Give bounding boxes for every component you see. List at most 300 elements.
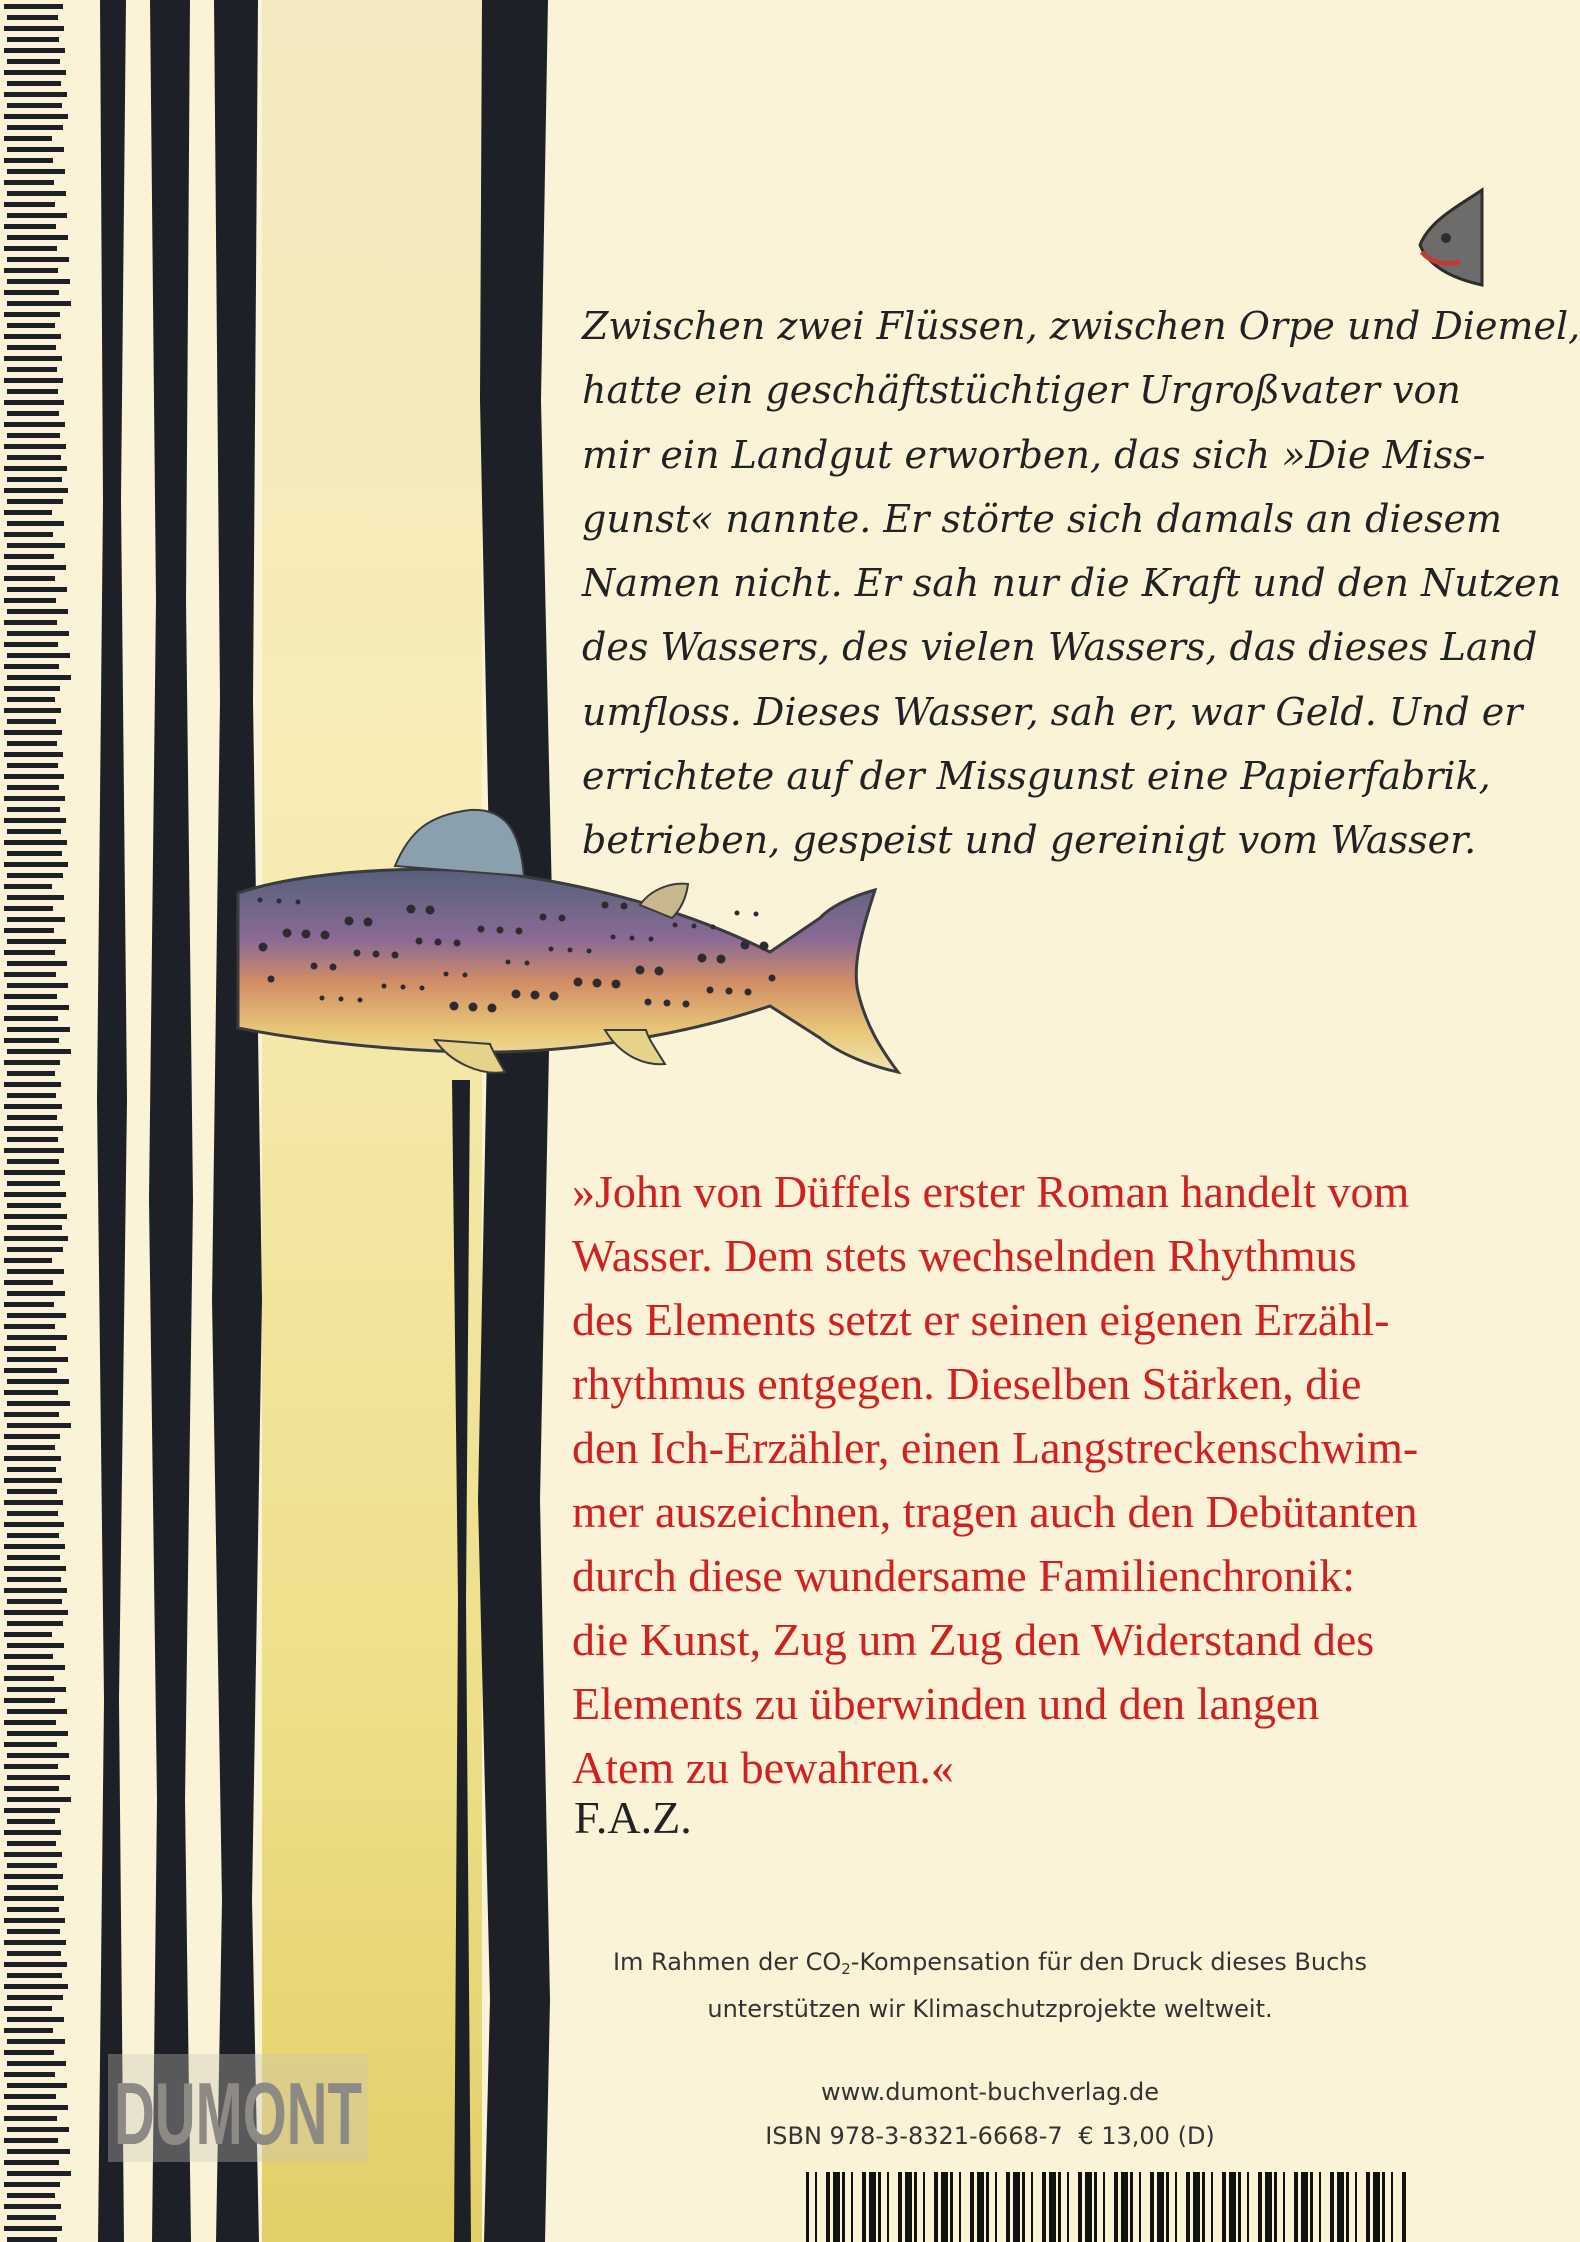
gold-band (262, 0, 482, 2242)
hatch-mark (7, 2237, 57, 2242)
hatch-mark (4, 356, 62, 361)
fish-spot (296, 900, 301, 905)
hatch-mark (4, 1434, 60, 1439)
quote-line: des Elements setzt er seinen eigenen Erzähl- (572, 1294, 1390, 1345)
hatch-mark (7, 829, 61, 834)
fish-spot (645, 999, 652, 1006)
hatch-mark (4, 1896, 64, 1901)
hatch-mark (4, 1192, 66, 1197)
intro-line: hatte ein geschäftstüchtiger Urgroßvater von (582, 368, 1461, 413)
barcode-bar (1202, 2172, 1205, 2242)
publisher-website[interactable]: www.dumont-buchverlag.de (820, 2078, 1160, 2106)
hatch-mark (7, 1093, 56, 1098)
fish-spot (382, 984, 387, 989)
fish-spot (540, 914, 547, 921)
hatch-mark (4, 1500, 63, 1505)
fish-spot (587, 949, 592, 954)
quote-line: Elements zu überwinden und den langen (572, 1678, 1320, 1729)
quote-line: Wasser. Dem stets wechselnden Rhythmus (572, 1230, 1357, 1281)
hatch-mark (4, 1302, 54, 1307)
intro-line: mir ein Landgut erworben, das sich »Die Miss- (582, 432, 1486, 477)
barcode-bar (878, 2172, 881, 2242)
fish-spot (649, 937, 654, 942)
fish-head-illustration (1420, 190, 1482, 285)
hatch-mark (4, 818, 66, 823)
hatch-mark (4, 620, 57, 625)
fish-spot (574, 978, 583, 987)
hatch-mark (7, 565, 66, 570)
fish-spot (259, 943, 268, 952)
barcode-bar (1139, 2172, 1141, 2242)
hatch-mark (7, 2061, 66, 2066)
hatch-mark (4, 1588, 67, 1593)
barcode-bar (1094, 2172, 1097, 2242)
fish-spot (258, 898, 263, 903)
hatch-mark (7, 1577, 61, 1582)
fish-spot (277, 899, 282, 904)
hatch-mark (7, 1533, 59, 1538)
fish-spot (550, 992, 559, 1001)
hatch-mark (7, 477, 62, 482)
fish-spot (416, 938, 423, 945)
quote-line: Atem zu bewahren.« (572, 1742, 954, 1793)
hatch-mark (7, 125, 63, 130)
quote-line: »John von Düffels erster Roman handelt vom (572, 1166, 1410, 1217)
barcode-bar (842, 2172, 845, 2242)
hatch-mark (4, 466, 67, 471)
intro-line: betrieben, gespeist und gereinigt vom Wasser. (582, 818, 1477, 863)
barcode-bar (1130, 2172, 1133, 2242)
hatch-mark (7, 389, 58, 394)
barcode (806, 2172, 1406, 2242)
hatch-mark (7, 81, 61, 86)
hatch-mark (4, 246, 57, 251)
hatch-mark (7, 257, 69, 262)
hatch-mark (7, 15, 58, 20)
fish-spot (612, 980, 621, 989)
fish-spot (435, 939, 442, 946)
fish-spot (463, 973, 468, 978)
barcode-bar (826, 2172, 830, 2242)
fish-spot (426, 906, 435, 915)
barcode-bar (1166, 2172, 1169, 2242)
hatch-mark (7, 279, 70, 284)
fish-spot (593, 979, 602, 988)
fish-spot (339, 997, 344, 1002)
hatch-mark (4, 1280, 53, 1285)
fish-spot (497, 927, 504, 934)
fish-spot (330, 964, 337, 971)
hatch-mark (4, 1962, 67, 1967)
fish-spot (373, 951, 380, 958)
hatch-mark (7, 1181, 60, 1186)
hatch-mark (7, 1247, 63, 1252)
isbn-price-line (570, 2122, 1410, 2150)
hatch-mark (4, 224, 56, 229)
hatch-mark (4, 1038, 59, 1043)
hatch-mark (4, 1654, 53, 1659)
hatch-mark (4, 1984, 68, 1989)
price: € 13,00 (D) (1078, 2122, 1215, 2150)
hatch-mark (4, 950, 55, 955)
hatch-mark (4, 510, 52, 515)
hatch-mark (4, 752, 63, 757)
fish-spot (707, 987, 714, 994)
hatch-mark (4, 2006, 52, 2011)
fish-spot (754, 912, 759, 917)
barcode-bar (914, 2172, 917, 2242)
barcode-bar (1319, 2172, 1321, 2242)
barcode-bar (862, 2172, 866, 2242)
quote-source: F.A.Z. (574, 1792, 692, 1843)
hatch-mark (4, 378, 63, 383)
hatch-mark (4, 290, 59, 295)
hatch-mark (7, 961, 67, 966)
quote-line: rhythmus entgegen. Dieselben Stärken, die (572, 1358, 1362, 1409)
fish-spot (302, 930, 311, 939)
dumont-logo (108, 2054, 368, 2162)
hatch-mark (4, 1016, 58, 1021)
hatch-mark (7, 917, 65, 922)
intro-line: Namen nicht. Er sah nur die Kraft und den Nutzen (582, 561, 1562, 606)
hatch-mark (4, 576, 55, 581)
hatch-mark (7, 2149, 70, 2154)
fish-spot (611, 935, 616, 940)
hatch-mark (4, 1104, 62, 1109)
hatch-mark (7, 1643, 64, 1648)
hatch-mark (7, 191, 66, 196)
hatch-mark (7, 103, 62, 108)
hatch-mark (7, 169, 65, 174)
hatch-mark (7, 455, 61, 460)
hatch-mark (4, 906, 53, 911)
hatch-mark (7, 1863, 57, 1868)
hatch-mark (7, 213, 67, 218)
hatch-mark (4, 2204, 61, 2209)
hatch-mark (7, 2105, 68, 2110)
hatch-mark (4, 2160, 59, 2165)
intro-line: gunst« nannte. Er störte sich damals an diesem (582, 496, 1503, 541)
hatch-mark (7, 939, 66, 944)
hatch-mark (4, 2226, 62, 2231)
barcode-bar (1330, 2172, 1334, 2242)
barcode-bar (1157, 2172, 1164, 2242)
hatch-mark (7, 1775, 70, 1780)
hatch-mark (4, 1786, 59, 1791)
intro-line: Zwischen zwei Flüssen, zwischen Orpe und Diemel, (582, 304, 1580, 348)
hatch-mark (7, 631, 69, 636)
hatch-mark (7, 1357, 68, 1362)
fish-spot (268, 976, 275, 983)
barcode-bar (1006, 2172, 1010, 2242)
hatch-mark (4, 1368, 57, 1373)
press-quote (572, 1160, 1432, 1800)
hatch-mark (4, 1610, 68, 1615)
barcode-bar (1085, 2172, 1092, 2242)
fish-spot (711, 925, 716, 930)
hatch-mark (7, 1049, 71, 1054)
hatch-mark (7, 1687, 66, 1692)
hatch-mark (7, 411, 59, 416)
hatch-mark (7, 1467, 56, 1472)
barcode-bar (1301, 2172, 1308, 2242)
hatch-mark (7, 1005, 69, 1010)
fish-spot (698, 954, 707, 963)
hatch-mark (7, 59, 60, 64)
hatch-mark (7, 147, 64, 152)
barcode-bar (923, 2172, 925, 2242)
barcode-bar (1355, 2172, 1357, 2242)
hatch-mark (7, 1137, 58, 1142)
fish-spot (345, 917, 354, 926)
hatch-mark (4, 1478, 62, 1483)
fish-spot (506, 960, 511, 965)
barcode-bar (1049, 2172, 1056, 2242)
hatch-mark (4, 2050, 54, 2055)
hatch-mark (4, 554, 54, 559)
hatch-mark (4, 1522, 64, 1527)
hatch-mark (4, 2072, 55, 2077)
fish-spot (525, 961, 530, 966)
hatch-mark (7, 741, 57, 746)
barcode-bar (934, 2172, 938, 2242)
barcode-bar (1222, 2172, 1226, 2242)
hatch-mark (7, 895, 64, 900)
hatch-mark (4, 532, 53, 537)
hatch-mark (4, 1390, 58, 1395)
fish-spot (602, 902, 609, 909)
fish-spot (664, 1000, 671, 1007)
barcode-bar (970, 2172, 974, 2242)
hatch-mark (7, 301, 71, 306)
hatch-mark (4, 444, 66, 449)
hatch-mark (7, 697, 55, 702)
hatch-mark (7, 1313, 66, 1318)
hatch-mark (7, 653, 70, 658)
hatch-mark (4, 708, 61, 713)
hatch-mark (4, 1632, 52, 1637)
hatch-mark (7, 1379, 69, 1384)
hatch-mark (4, 158, 53, 163)
barcode-bar (950, 2172, 953, 2242)
hatch-mark (4, 1258, 52, 1263)
barcode-bar (806, 2172, 809, 2242)
hatch-mark (4, 1544, 65, 1549)
barcode-bar (1373, 2172, 1380, 2242)
hatch-mark (7, 1225, 62, 1230)
climate-note (570, 1942, 1410, 2029)
barcode-bar (887, 2172, 889, 2242)
hatched-column (4, 4, 71, 2242)
hatch-mark (7, 1951, 61, 1956)
hatch-mark (4, 862, 68, 867)
fish-spot (450, 1002, 459, 1011)
hatch-mark (7, 433, 60, 438)
barcode-bar (941, 2172, 948, 2242)
barcode-bar (1186, 2172, 1190, 2242)
barcode-bar (995, 2172, 997, 2242)
fish-spot (358, 998, 363, 1003)
hatch-mark (4, 1456, 61, 1461)
hatch-mark (7, 2193, 55, 2198)
hatch-mark (4, 686, 60, 691)
fish-spot (735, 911, 740, 916)
barcode-bar (869, 2172, 876, 2242)
intro-line: umfloss. Dieses Wasser, sah er, war Geld. Und er (582, 689, 1523, 734)
hatch-mark (4, 928, 54, 933)
hatch-mark (7, 1753, 69, 1758)
hatch-mark (4, 1170, 65, 1175)
intro-line: des Wassers, des vielen Wassers, das dieses Land (582, 625, 1538, 670)
hatch-mark (4, 2116, 57, 2121)
hatch-mark (7, 1511, 58, 1516)
hatch-mark (7, 2039, 65, 2044)
fish-spot (760, 942, 769, 951)
barcode-bar (1294, 2172, 1298, 2242)
barcode-bar (1402, 2172, 1406, 2242)
hatch-mark (7, 521, 64, 526)
barcode-bar (1175, 2172, 1177, 2242)
hatch-mark (7, 2017, 64, 2022)
hatch-mark (7, 1995, 63, 2000)
hatch-mark (4, 1082, 61, 1087)
hatch-mark (4, 1918, 65, 1923)
barcode-bar (1274, 2172, 1277, 2242)
logo-text: DUMONT (114, 2064, 362, 2163)
intro-line: errichtete auf der Missgunst eine Papierfabrik, (582, 754, 1491, 799)
hatch-mark (4, 1808, 60, 1813)
hatch-mark (7, 1489, 57, 1494)
hatch-mark (4, 884, 52, 889)
barcode-bar (1150, 2172, 1154, 2242)
barcode-bar (815, 2172, 817, 2242)
fish-spot (354, 950, 361, 957)
hatch-mark (7, 1203, 61, 1208)
fish-spot (549, 947, 554, 952)
fish-spot (673, 923, 678, 928)
fish-spot (420, 986, 425, 991)
hatch-mark (4, 598, 56, 603)
hatch-mark (4, 1346, 56, 1351)
fish-spot (454, 940, 461, 947)
hatch-mark (7, 1071, 55, 1076)
hatch-mark (4, 488, 68, 493)
hatch-mark (4, 48, 65, 53)
fish-spot (512, 990, 521, 999)
barcode-bar (1103, 2172, 1105, 2242)
hatch-mark (7, 2127, 69, 2132)
hatch-mark (7, 367, 57, 372)
isbn: ISBN 978-3-8321-6668-7 (765, 2122, 1063, 2150)
quote-line: durch diese wundersame Familienchronik: (572, 1550, 1356, 1601)
quote-line: mer auszeichnen, tragen auch den Debütanten (572, 1486, 1418, 1537)
fish-spot (364, 918, 373, 927)
fish-spot (401, 985, 406, 990)
fish-spot (655, 967, 664, 976)
hatch-mark (7, 1819, 55, 1824)
hatch-mark (7, 1731, 68, 1736)
hatch-mark (4, 1830, 61, 1835)
barcode-bar (1283, 2172, 1285, 2242)
hatch-mark (4, 774, 64, 779)
hatch-mark (7, 37, 59, 42)
quote-line: den Ich-Erzähler, einen Langstreckenschwim- (572, 1422, 1419, 1473)
hatch-mark (4, 2094, 56, 2099)
fish-spot (516, 928, 523, 935)
hatch-mark (7, 1797, 71, 1802)
fish-spot (741, 941, 750, 950)
quote-line: die Kunst, Zug um Zug den Widerstand des (572, 1614, 1375, 1665)
hatch-mark (4, 202, 55, 207)
barcode-bar (833, 2172, 840, 2242)
barcode-bar (959, 2172, 961, 2242)
barcode-bar (1391, 2172, 1393, 2242)
barcode-bar (1193, 2172, 1200, 2242)
hatch-mark (7, 1115, 57, 1120)
hatch-mark (4, 1060, 60, 1065)
fish-spot (392, 952, 399, 959)
barcode-bar (1258, 2172, 1262, 2242)
barcode-bar (986, 2172, 989, 2242)
hatch-mark (4, 1874, 63, 1879)
hatch-mark (4, 730, 62, 735)
fish-spot (726, 988, 733, 995)
hatch-mark (7, 2171, 71, 2176)
hatch-mark (7, 345, 56, 350)
hatch-mark (7, 1401, 70, 1406)
barcode-bar (898, 2172, 902, 2242)
hatch-mark (7, 543, 65, 548)
hatch-mark (7, 1027, 70, 1032)
fish-spot (283, 929, 292, 938)
barcode-bar (1366, 2172, 1370, 2242)
barcode-bar (1346, 2172, 1349, 2242)
hatch-mark (7, 675, 71, 680)
hatch-mark (4, 1412, 59, 1417)
fish-spot (717, 955, 726, 964)
barcode-bar (977, 2172, 984, 2242)
intro-excerpt (582, 294, 1580, 873)
barcode-bar (1265, 2172, 1272, 2242)
hatch-mark (4, 1940, 66, 1945)
barcode-bar (905, 2172, 912, 2242)
fish-spot (769, 975, 776, 982)
fish-spot (320, 996, 325, 1001)
hatch-mark (7, 609, 68, 614)
hatch-mark (7, 2083, 67, 2088)
hatch-mark (4, 2138, 58, 2143)
hatch-mark (4, 92, 67, 97)
hatch-mark (4, 2028, 53, 2033)
hatch-mark (4, 114, 68, 119)
hatch-mark (7, 1665, 65, 1670)
fish-spot (636, 966, 645, 975)
hatch-mark (7, 763, 58, 768)
hatch-mark (4, 312, 60, 317)
barcode-bar (1211, 2172, 1213, 2242)
hatch-mark (4, 1214, 67, 1219)
fish-spot (683, 1001, 690, 1008)
fish-spot (407, 905, 416, 914)
fish-spot (621, 903, 628, 910)
hatch-mark (7, 983, 68, 988)
hatch-mark (7, 807, 60, 812)
hatch-mark (4, 1764, 58, 1769)
barcode-bar (1229, 2172, 1236, 2242)
barcode-bar (1114, 2172, 1118, 2242)
hatch-mark (4, 70, 66, 75)
hatch-mark (7, 1929, 60, 1934)
